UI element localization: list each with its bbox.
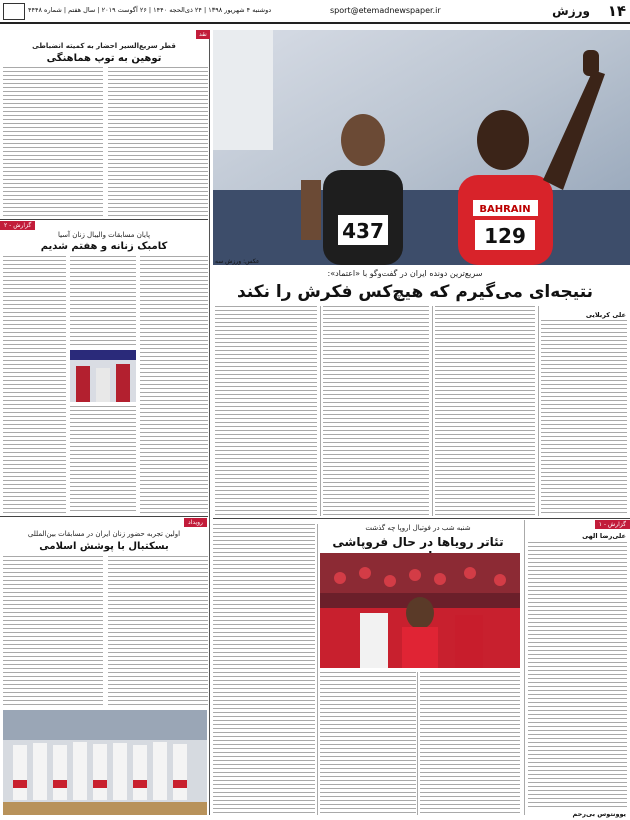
- left-top-tag: نقد: [196, 30, 210, 39]
- date-line: دوشنبه ۴ شهریور ۱۳۹۸ | ۲۴ ذی‌الحجه ۱۴۴۰ | ۲۶ آگوست ۲۰۱۹ | سال هفتم | شماره ۴۴۴۸: [28, 6, 272, 14]
- left-top-kicker: قطر سریع‌السیر احضار به کمیته انضباطی: [32, 42, 176, 50]
- basketball-team-photo: [3, 710, 207, 815]
- main-byline: علی کربلایی: [585, 311, 626, 319]
- left-mid-tag: گزارش - ۲: [0, 221, 35, 230]
- left-bottom-headline: بسکتبال با پوشش اسلامی: [39, 541, 169, 552]
- left-bottom-kicker: اولین تجربه حضور زنان ایران در مسابقات بین‌المللی: [27, 530, 181, 538]
- bib-left: 437: [342, 219, 384, 243]
- football-col-3: [320, 672, 416, 815]
- football-col-1: [528, 542, 627, 810]
- left-mid-col-1: [140, 256, 208, 514]
- left-bottom-tag: رویداد: [184, 518, 207, 527]
- main-col-1: [541, 320, 627, 516]
- football-tag: گزارش - ۱: [595, 520, 630, 529]
- left-mid-kicker: پایان مسابقات والیبال زنان آسیا: [57, 231, 151, 239]
- football-photo: [320, 553, 520, 668]
- volleyball-photo: [70, 350, 136, 402]
- football-col-4: [213, 524, 315, 815]
- left-mid-col-3: [70, 406, 136, 514]
- main-kicker: سریع‌ترین دونده ایران در گفت‌وگو با «اعتماد»:: [327, 269, 483, 278]
- section-email: sport@etemadnewspaper.ir: [330, 6, 441, 15]
- section-title: ورزش: [552, 4, 590, 18]
- football-col-2: [420, 672, 520, 815]
- left-mid-col-2: [70, 256, 136, 346]
- left-top-col-2: [3, 67, 103, 217]
- page-header: [0, 0, 630, 24]
- left-bottom-col-1: [108, 556, 208, 706]
- sprinters-image: [213, 30, 630, 265]
- left-top-col-1: [108, 67, 208, 217]
- main-col-3: [323, 306, 429, 516]
- left-bottom-col-2: [3, 556, 103, 706]
- newspaper-logo: [3, 3, 25, 20]
- football-headline: تئاتر رویاها در حال فروپاشی: [332, 535, 504, 549]
- football-kicker: شنبه شب در فوتبال اروپا چه گذشت: [365, 524, 471, 532]
- football-subhead: یوونتوس بی‌رحم: [572, 810, 626, 818]
- basketball-team-image: [3, 710, 207, 815]
- main-col-4: [215, 306, 317, 516]
- photo-caption: عکس: ورزش سه: [215, 258, 260, 265]
- main-headline: نتیجه‌ای می‌گیرم که هیچ‌کس فکرش را نکند: [236, 282, 594, 302]
- football-byline: علی‌رضا الهی: [582, 532, 626, 540]
- page-number: ۱۴: [607, 2, 626, 20]
- bib-right-team: BAHRAIN: [479, 204, 531, 215]
- left-mid-col-4: [3, 256, 66, 514]
- bib-right: 129: [484, 224, 526, 248]
- left-mid-headline: کامبک زنانه و هفتم شدیم: [40, 241, 168, 252]
- volleyball-image: [70, 350, 136, 402]
- main-photo: [213, 30, 630, 265]
- stadium-crowd-image: [320, 553, 520, 668]
- main-col-2: [435, 306, 535, 516]
- left-top-headline: توهین به توپ هماهنگی: [46, 53, 162, 64]
